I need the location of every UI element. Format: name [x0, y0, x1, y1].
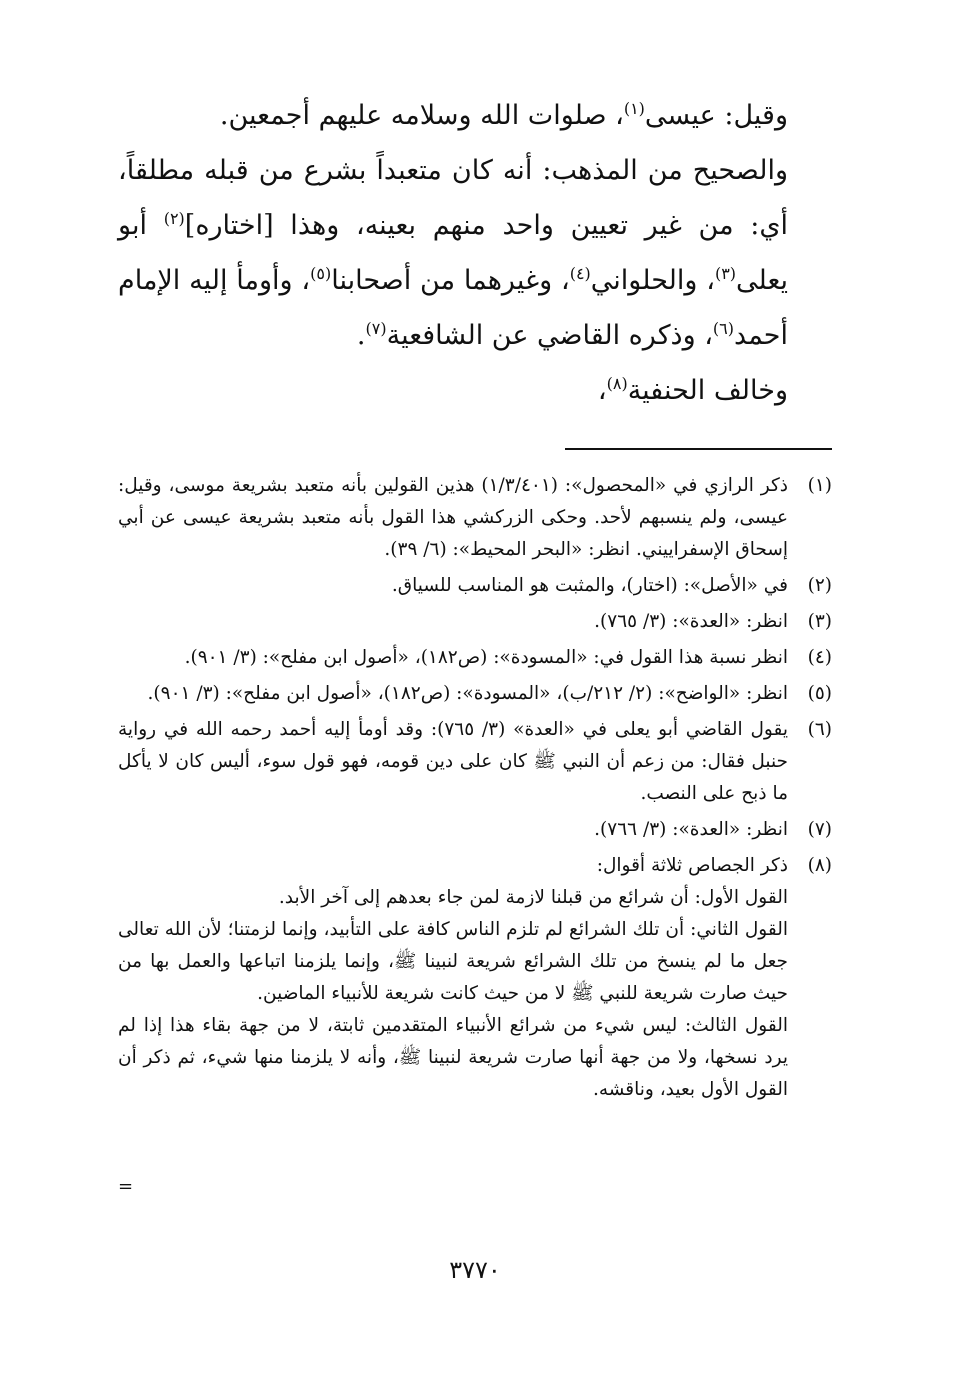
para1-rest: ، صلوات الله وسلامه عليهم أجمعين. [219, 100, 624, 131]
para2-text-7: . [356, 320, 366, 351]
footnote-text: القول الثالث: ليس شيء من شرائع الأنبياء المتقدمين ثابتة، لا من جهة بقاء هذا إذا لم يرد نسخها، ولا من جهة أنها صارت شريعة لنبينا ﷺ، وأنه لا يلزمنا منها شيء، ثم ذكر أن القول الأول بعيد، وناقشه. [118, 1015, 788, 1100]
para3-rest: ، [597, 375, 607, 406]
footnote-text: في «الأصل»: (اختار)، والمثبت هو المناسب للسياق. [391, 575, 788, 596]
footnote-text: انظر نسبة هذا القول في: «المسودة»: (ص١٨٢)، «أصول ابن مفلح»: (٣/ ٩٠١). [184, 647, 788, 668]
footnote-number: (٢) [807, 575, 832, 596]
footnote-ref-3: (٣) [714, 264, 737, 283]
footnote-ref-2: (٢) [163, 209, 185, 228]
footnote-ref-4: (٤) [569, 264, 591, 283]
paragraph-3 [118, 363, 832, 418]
footnote-8 [118, 850, 832, 1106]
footnote-number: (٧) [807, 819, 832, 840]
book-page [118, 88, 832, 1298]
footnote-number: (٥) [807, 683, 832, 704]
continuation-mark: = [118, 1176, 134, 1197]
footnote-text: ذكر الرازي في «المحصول»: (١/٣/٤٠١) هذين القولين بأنه متعبد بشريعة موسى، وقيل: عيسى، ولم ينسبهم لأحد. وحكى الزركشي هذا القول بأنه متعبد بشريعة عيسى عن أبي إسحاق الإسفراييني. انظر: «البحر المحيط»: (٦/ ٣٩). [118, 475, 788, 560]
footnote-4 [118, 642, 832, 674]
footnote-5 [118, 678, 832, 710]
footnote-text: انظر: «العدة»: (٣/ ٧٦٥). [594, 611, 788, 632]
footnote-text: ذكر الجصاص ثلاثة أقوال: [596, 855, 788, 876]
page-number: ٣٧٧٠ [449, 1256, 501, 1284]
footnote-number: (٤) [807, 647, 832, 668]
main-text [118, 88, 832, 418]
footnote-text: انظر: «العدة»: (٣/ ٧٦٦). [594, 819, 788, 840]
footnote-ref-6: (٦) [712, 319, 735, 338]
para2-text-1: والصحيح من المذهب: أنه كان متعبداً بشرع من قبله مطلقاً، أي: من غير تعيين واحد منهم بعينه، وهذا [اختاره] [118, 155, 789, 241]
para2-text-6: ، وذكره القاضي عن الشافعية [386, 320, 713, 351]
footnote-number: (٦) [807, 719, 832, 740]
footnote-7 [118, 814, 832, 846]
para2-text-5: ، وأومأ إليه الإمام أحمد [118, 265, 788, 351]
footnote-number: (١) [807, 475, 832, 496]
footnote-ref-5: (٥) [310, 264, 332, 283]
footnote-text: يقول القاضي أبو يعلى في «العدة» (٣/ ٧٦٥): وقد أومأ إليه أحمد رحمه الله في رواية حنبل فقال: من زعم أن النبي ﷺ كان على دين قومه، فهو قول سوء، أليس كان لا يأكل ما ذبح على النصب. [118, 719, 788, 804]
footnote-ref-7: (٧) [365, 319, 387, 338]
footnote-text: انظر: «الواضح»: (٢/ ٢١٢/ب)، «المسودة»: (ص١٨٢)، «أصول ابن مفلح»: (٣/ ٩٠١). [147, 683, 788, 704]
paragraph-1 [118, 88, 832, 143]
paragraph-2 [118, 143, 832, 363]
footnote-separator [565, 448, 832, 450]
para3-text: وخالف الحنفية [627, 375, 788, 406]
para2-text-3: ، والحلواني [590, 265, 715, 296]
footnote-text: القول الأول: أن شرائع من قبلنا لازمة لمن جاء بعدهم إلى آخر الأبد. [278, 887, 788, 908]
footnote-6 [118, 714, 832, 810]
footnote-number: (٨) [807, 855, 832, 876]
footnotes [118, 470, 832, 1106]
para2-text-2: أبو يعلى [118, 210, 789, 296]
footnote-3 [118, 606, 832, 638]
footnote-ref-1: (١) [623, 99, 645, 118]
para2-text-4: ، وغيرهما من أصحابنا [331, 265, 570, 296]
footnote-ref-8: (٨) [606, 374, 628, 393]
footnote-1 [118, 470, 832, 566]
footnote-2 [118, 570, 832, 602]
footnote-text: القول الثاني: أن تلك الشرائع لم تلزم الناس كافة على التأبيد، وإنما لزمتنا؛ لأن الله تعالى جعل ما لم ينسخ من تلك الشرائع شريعة لنبينا ﷺ، وإنما يلزمنا اتباعها والعمل بها من حيث صارت شريعة للنبي ﷺ لا من حيث كانت شريعة للأنبياء الماضين. [118, 919, 788, 1004]
footnote-number: (٣) [807, 611, 832, 632]
para1-text: وقيل: عيسى [644, 100, 788, 131]
